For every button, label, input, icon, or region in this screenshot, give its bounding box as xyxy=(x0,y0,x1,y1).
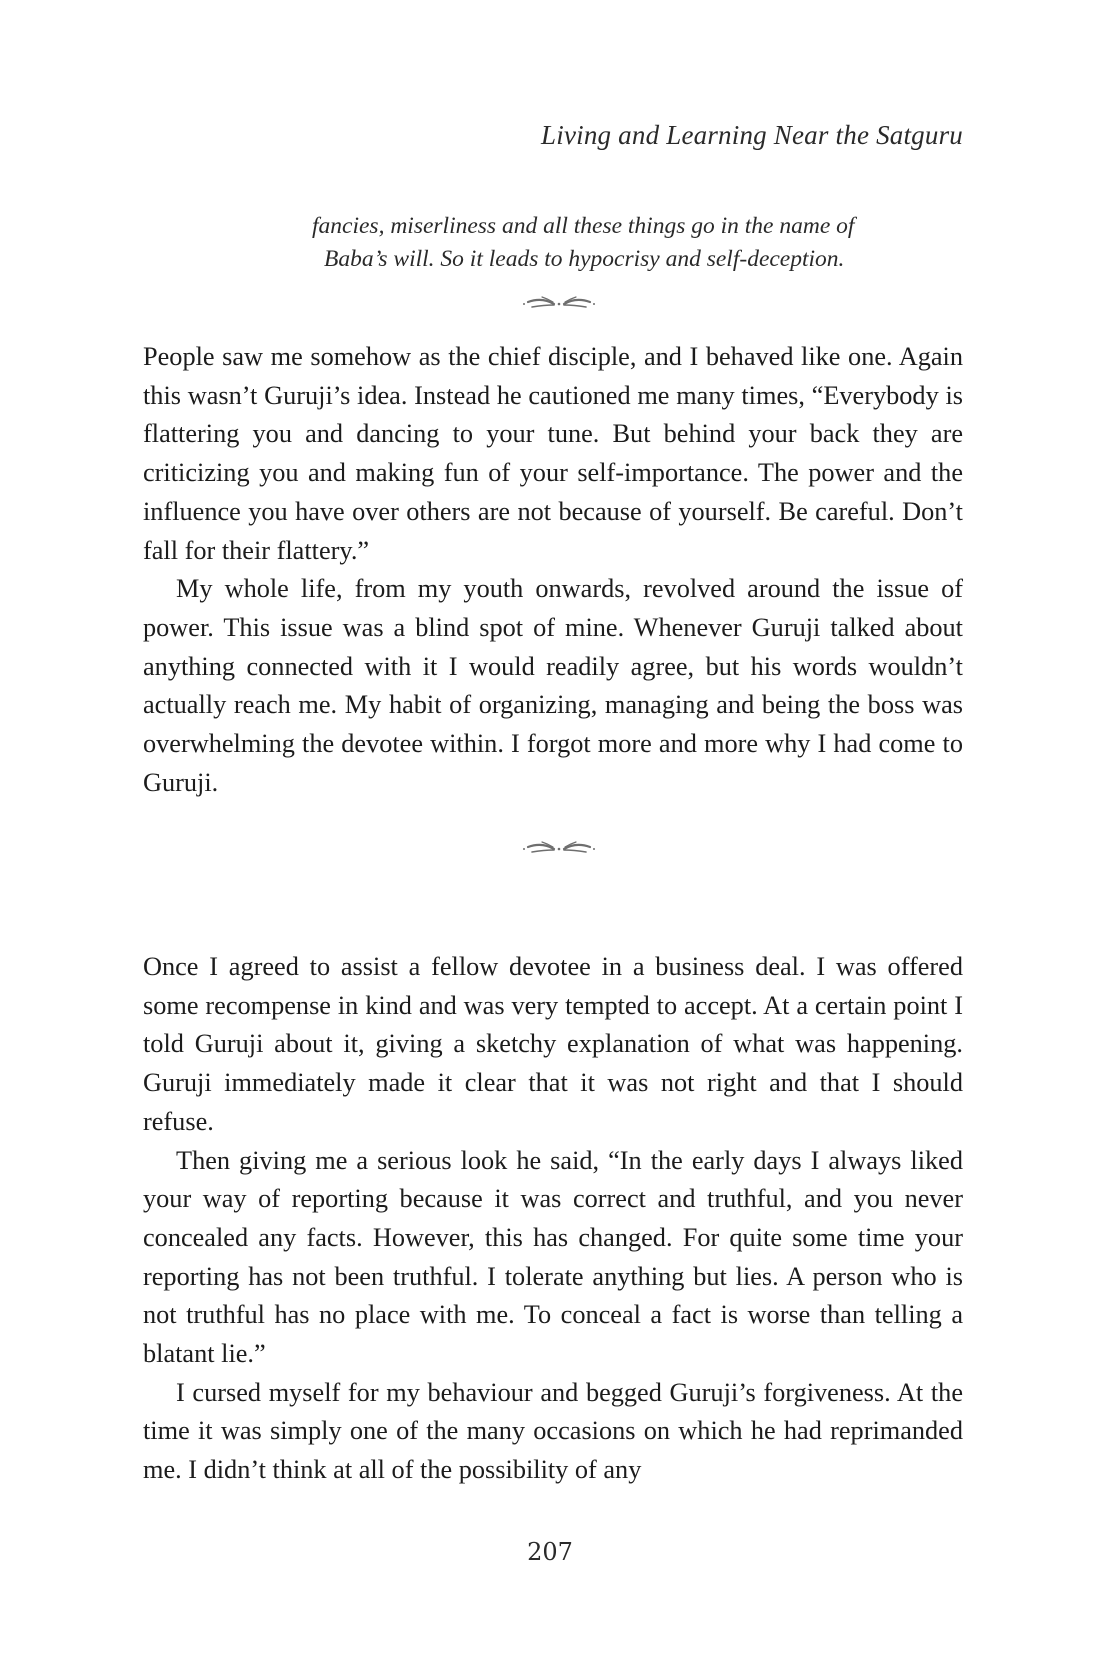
paragraph: Then giving me a serious look he said, “In the early days I always liked your way of reporting because it was correct and truthful, and you never concealed any facts. However, this has changed. For quite some time your reporting has not been truthful. I tolerate anything but lies. A person who is not truthful has no place with me. To conceal a fact is worse than telling a blatant lie.” xyxy=(143,1145,963,1369)
block-quote-line: fancies, miserliness and all these things go in the name of xyxy=(312,213,855,239)
paragraph: My whole life, from my youth onwards, revolved around the issue of power. This issue was a blind spot of mine. Whenever Guruji talked about anything connected with it I would readily agree, but his words wouldn’t actually reach me. My habit of organizing, managing and being the boss was overwhelming the devotee within. I forgot more and more why I had come to Guruji. xyxy=(143,574,963,797)
block-quote xyxy=(312,210,932,276)
section-1 xyxy=(143,338,963,802)
paragraph: People saw me somehow as the chief disciple, and I behaved like one. Again this wasn’t Guruji’s idea. Instead he cautioned me many times, “Everybody is flattering you and dancing to your tune. But behind your back they are criticizing you and making fun of your self-importance. The power and the influence you have over others are not because of yourself. Be careful. Don’t fall for their flattery.” xyxy=(143,342,963,565)
block-quote-line: Baba’s will. So it leads to hypocrisy and self-deception. xyxy=(324,246,845,272)
paragraph: Once I agreed to assist a fellow devotee in a business deal. I was offered some recompense in kind and was very tempted to accept. At a certain point I told Guruji about it, giving a sketchy explanation of what was happening. Guruji immediately made it clear that it was not right and that I should refuse. xyxy=(143,952,963,1136)
flourish-ornament-icon xyxy=(514,293,604,313)
running-head: Living and Learning Near the Satguru xyxy=(541,120,963,150)
paragraph: I cursed myself for my behaviour and begged Guruji’s forgiveness. At the time it was simply one of the many occasions on which he had reprimanded me. I didn’t think at all of the possibility of any xyxy=(143,1377,963,1485)
section-2 xyxy=(143,948,963,1490)
page-number: 207 xyxy=(527,1538,573,1566)
flourish-ornament-icon xyxy=(514,838,604,858)
